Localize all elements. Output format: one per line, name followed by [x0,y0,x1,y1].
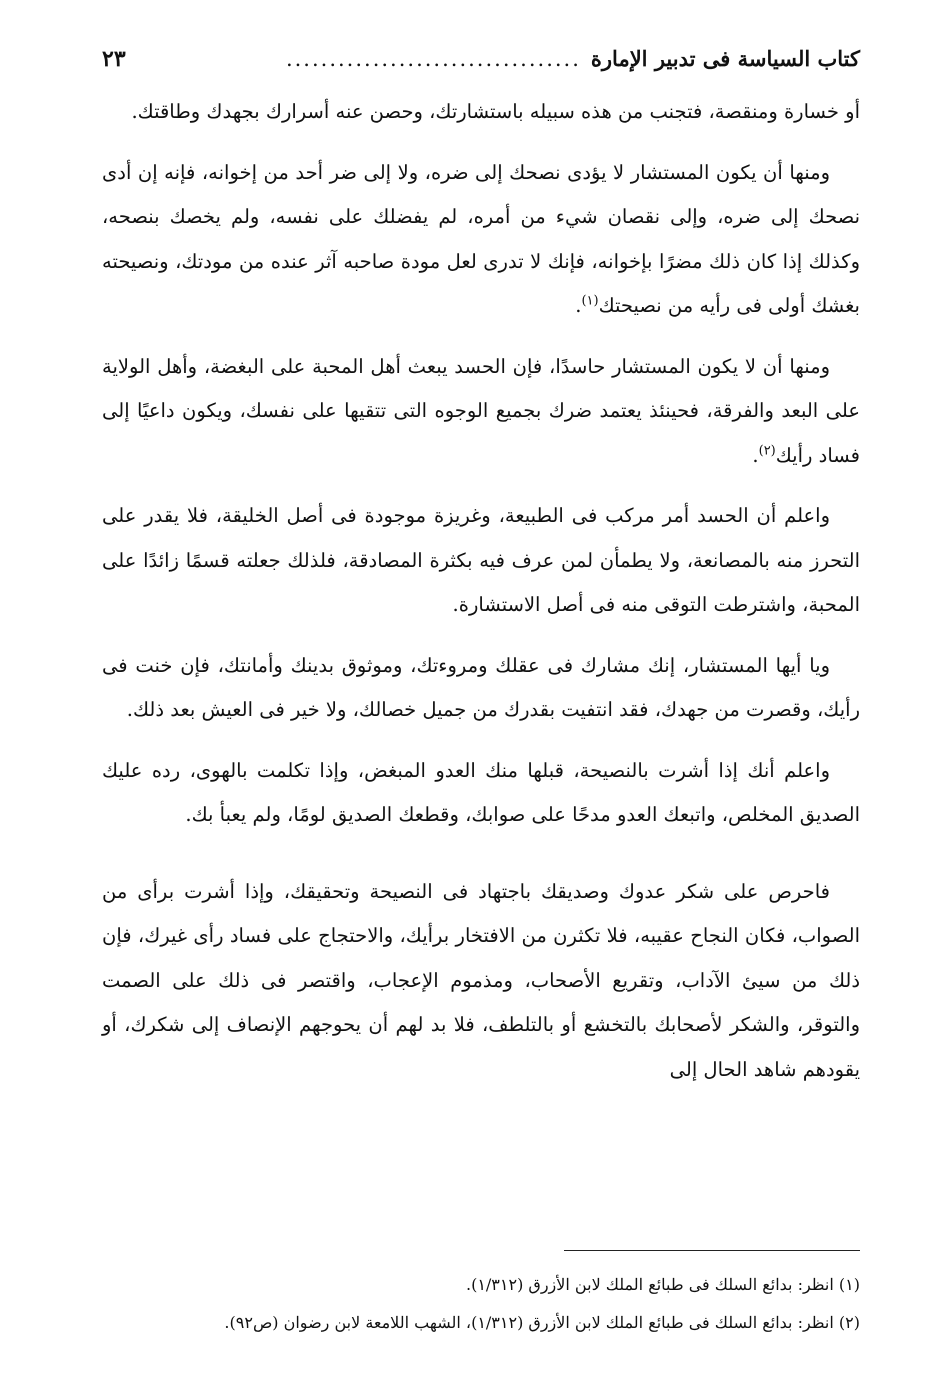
paragraph-4 [102,494,860,628]
paragraph-2 [102,151,860,329]
paragraph-1 [102,90,860,135]
footnotes [102,1266,860,1342]
paragraph-text: ويا أيها المستشار، إنك مشارك فى عقلك ومروءتك، وموثوق بدينك وأمانتك، فإن خنت فى رأيك، وقصرت من جهدك، فقد انتفيت بقدرك من جميل خصالك، ولا خير فى العيش بعد ذلك. [102,653,860,721]
paragraph-7 [102,870,860,1093]
paragraph-6 [102,749,860,838]
paragraph-3 [102,345,860,479]
footnote-separator [564,1250,860,1251]
footnote-2: (٢) انظر: بدائع السلك فى طبائع الملك لابن الأزرق (١/٣١٢)، الشهب اللامعة لابن رضوان (ص٩٢). [224,1313,860,1332]
footnote-reference: (٢) [758,443,776,458]
footnote-1: (١) انظر: بدائع السلك فى طبائع الملك لابن الأزرق (١/٣١٢). [465,1275,860,1294]
running-header [102,46,860,82]
paragraph-5 [102,644,860,733]
paragraph-tail: . [752,443,759,467]
footnote-reference: (١) [581,293,599,309]
paragraph-text: ومنها أن يكون المستشار لا يؤدى نصحك إلى ضره، ولا إلى ضر أحد من إخوانه، فإنه إن أدى نصحك إلى ضره، وإلى نقصان شيء من أمره، لم يفضلك على نفسه، ولم يخصك بنصحه، وكذلك إذا كان ذلك مضرًا بإخوانه، فإنك لا تدرى لعل مودة صاحبه آثر عنده من مودتك، ونصيحته بغشك أولى فى رأيه من نصيحتك [102,160,860,317]
paragraph-text: أو خسارة ومنقصة، فتجنب من هذه سبيله باستشارتك، وحصن عنه أسرارك بجهدك وطاقتك. [131,100,860,123]
paragraph-text: واعلم أنك إذا أشرت بالنصيحة، قبلها منك العدو المبغض، وإذا تكلمت بالهوى، رده عليك الصديق المخلص، واتبعك العدو مدحًا على صوابك، وقطعك الصديق لومًا، ولم يعبأ بك. [102,758,860,826]
paragraph-text: فاحرص على شكر عدوك وصديقك باجتهاد فى النصيحة وتحقيقك، وإذا أشرت برأى من الصواب، فكان النجاح عقيبه، فلا تكثرن من الافتخار برأيك، والاحتجاج على فساد رأى غيرك، فإن ذلك من سيئ الآداب، وتقريع الأصحاب، ومذموم الإعجاب، واقتصر فى ذلك على الصمت والتوقر، والشكر لأصحابك بالتخشع أو بالتلطف، فلا بد لهم أن يحوجهم الإنصاف إلى شكرك، أو يقودهم شاهد الحال إلى [102,879,860,1081]
body-text [102,90,860,1108]
paragraph-tail: . [575,294,582,317]
paragraph-text: واعلم أن الحسد أمر مركب فى الطبيعة، وغريزة موجودة فى أصل الخليقة، فلا يقدر على التحرز منه بالمصانعة، ولا يطمأن لمن عرف فيه بكثرة المصادقة، فلذلك جعلته قسمًا زائدًا على المحبة، واشترطت التوقى منه فى أصل الاستشارة. [102,504,860,616]
leader-dots: .................................. [285,47,581,71]
book-page [102,40,860,1360]
book-title: كتاب السياسة فى تدبير الإمارة [590,46,860,71]
page-number: ٢٣ [102,46,126,72]
paragraph-text: ومنها أن لا يكون المستشار حاسدًا، فإن الحسد يبعث أهل المحبة على البغضة، وأهل الولاية على البعد والفرقة، فحينئذ يعتمد ضرك بجميع الوجوه التى تتقيها على نفسك، ويكون داعيًا إلى فساد رأيك [102,354,860,467]
